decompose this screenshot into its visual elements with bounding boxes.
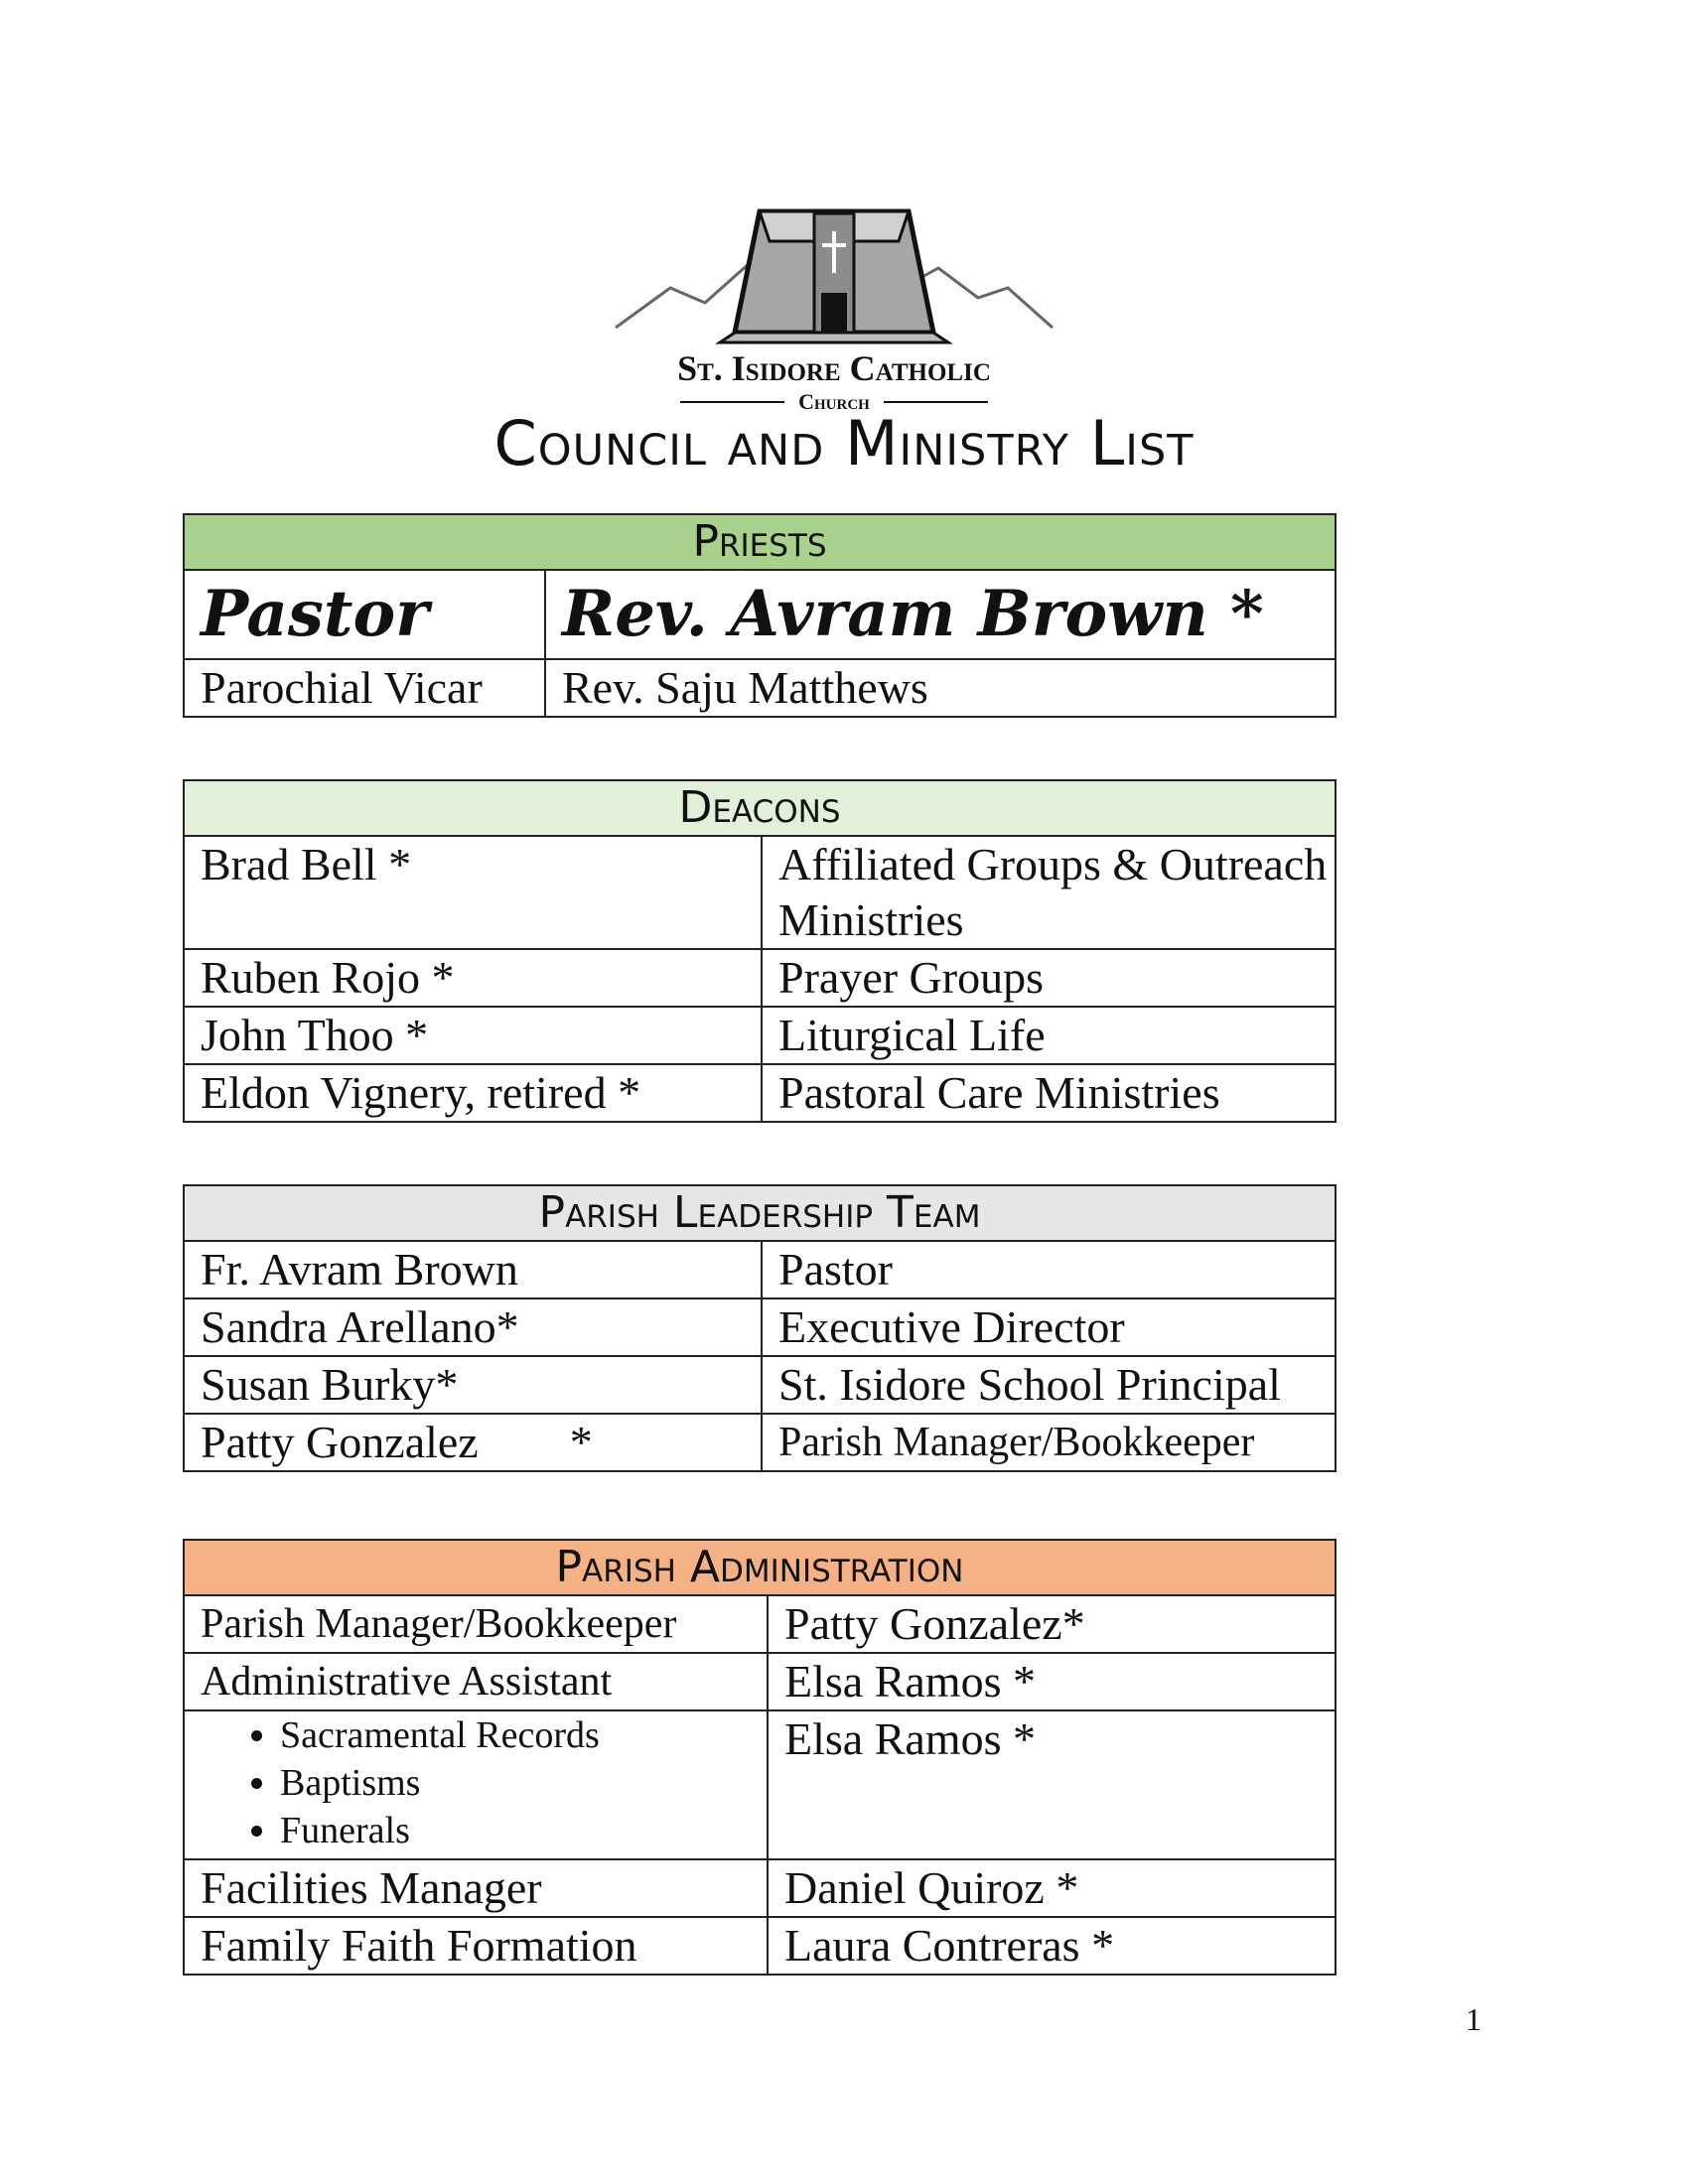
leader-role: Executive Director [762, 1298, 1336, 1356]
leader-role: Pastor [762, 1241, 1336, 1298]
leader-name: Susan Burky* [184, 1356, 762, 1414]
leader-name: Patty Gonzalez * [184, 1414, 762, 1471]
table-row [184, 949, 1336, 1007]
admin-role: Administrative Assistant [184, 1653, 768, 1710]
admin-name: Daniel Quiroz * [768, 1859, 1336, 1917]
table-row [184, 570, 1336, 659]
table-row [184, 1595, 1336, 1653]
admin-name: Elsa Ramos * [768, 1653, 1336, 1710]
table-row [184, 1241, 1336, 1298]
duties-list [201, 1711, 767, 1854]
deacon-ministry: Liturgical Life [762, 1007, 1336, 1064]
leadership-heading: Parish Leadership Team [184, 1185, 1336, 1241]
pastor-role: Pastor [184, 570, 545, 659]
vicar-name: Rev. Saju Matthews [545, 659, 1336, 717]
table-row [184, 1298, 1336, 1356]
table-row [184, 1356, 1336, 1414]
admin-role: Parish Manager/Bookkeeper [184, 1595, 768, 1653]
deacon-name: Ruben Rojo * [184, 949, 762, 1007]
table-row [184, 836, 1336, 949]
logo-text-sub: Church [798, 389, 870, 414]
admin-role: Family Faith Formation [184, 1917, 768, 1975]
priests-table [183, 513, 1336, 718]
table-row [184, 1710, 1336, 1859]
administration-heading: Parish Administration [184, 1540, 1336, 1595]
leader-role: Parish Manager/Bookkeeper [762, 1414, 1336, 1471]
deacon-name: Brad Bell * [184, 836, 762, 949]
admin-name: Elsa Ramos * [768, 1710, 1336, 1859]
leadership-table [183, 1184, 1336, 1472]
table-row [184, 1414, 1336, 1471]
table-row [184, 659, 1336, 717]
list-item: • Baptisms [280, 1759, 767, 1807]
page-title: Council and Ministry List [493, 407, 1195, 479]
leader-role: St. Isidore School Principal [762, 1356, 1336, 1414]
admin-name: Patty Gonzalez* [768, 1595, 1336, 1653]
table-row [184, 1859, 1336, 1917]
deacon-ministry: Pastoral Care Ministries [762, 1064, 1336, 1122]
table-row [184, 1007, 1336, 1064]
deacon-name: John Thoo * [184, 1007, 762, 1064]
church-logo [611, 194, 1057, 422]
page-number: 1 [1466, 2001, 1481, 2037]
vicar-role: Parochial Vicar [184, 659, 545, 717]
admin-name: Laura Contreras * [768, 1917, 1336, 1975]
deacon-ministry: Prayer Groups [762, 949, 1336, 1007]
table-row [184, 1653, 1336, 1710]
deacon-name: Eldon Vignery, retired * [184, 1064, 762, 1122]
table-row [184, 1917, 1336, 1975]
admin-role: Facilities Manager [184, 1859, 768, 1917]
deacons-table [183, 779, 1336, 1123]
leader-name: Sandra Arellano* [184, 1298, 762, 1356]
deacons-heading: Deacons [184, 780, 1336, 836]
priests-heading: Priests [184, 514, 1336, 570]
deacon-ministry: Affiliated Groups & Outreach Ministries [762, 836, 1336, 949]
leader-name: Fr. Avram Brown [184, 1241, 762, 1298]
list-item: • Funerals [280, 1807, 767, 1854]
admin-duties [184, 1710, 768, 1859]
table-row [184, 1064, 1336, 1122]
pastor-name: Rev. Avram Brown * [545, 570, 1336, 659]
list-item: • Sacramental Records [280, 1711, 767, 1759]
logo-text-main: St. Isidore Catholic [677, 348, 991, 388]
administration-table [183, 1539, 1336, 1976]
